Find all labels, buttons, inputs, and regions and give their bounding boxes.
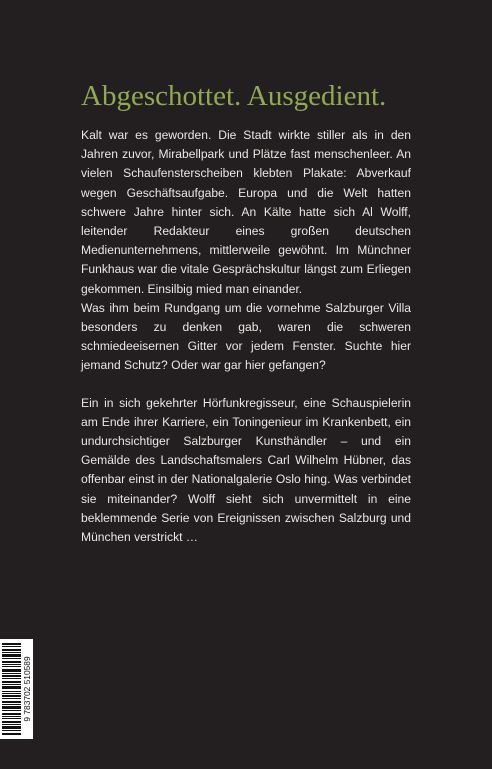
blurb-paragraph: Ein in sich gekehrter Hörfunkregisseur, eine Schauspielerin am Ende ihrer Karriere, ein Toningenieur im Krankenbett, ein undurchsichtiger Salzburger Kunsthändler – und ein Gemälde des Landschaftsmalers Carl Wilhelm Hübner, das offenbar einst in der Nationalgalerie Oslo hing. Was verbindet sie miteinander? Wolff sieht sich unvermittelt in eine beklemmende Serie von Ereignissen zwischen Salzburg und München verstrickt …: [81, 395, 411, 545]
blurb: [81, 126, 411, 547]
blurb-paragraph: Was ihm beim Rundgang um die vornehme Salzburger Villa besonders zu denken gab, waren die schweren schmiedeeisernen Gitter vor jedem Fenster. Suchte hier jemand Schutz? Oder war gar hier gefangen?: [81, 300, 411, 373]
book-title: Abgeschottet. Ausgedient.: [81, 80, 387, 112]
blurb-paragraph: Kalt war es geworden. Die Stadt wirkte stiller als in den Jahren zuvor, Mirabellpark und Plätze fast menschenleer. An vielen Schaufensterscheiben klebten Plakate: Abverkauf wegen Geschäftsaufgabe. Europa und die Welt hatten schwere Jahre hinter sich. An Kälte hatte sich Al Wolff, leitender Redakteur eines großen deutschen Medienunternehmens, mittlerweile gewöhnt. Im Münchner Funkhaus war die vitale Gesprächskultur längst zum Erliegen gekommen. Einsilbig mied man einander.: [81, 128, 411, 296]
isbn-barcode: [0, 639, 33, 739]
barcode-bars: [2, 643, 21, 735]
isbn-digits: 9 783702 510589: [22, 656, 32, 722]
